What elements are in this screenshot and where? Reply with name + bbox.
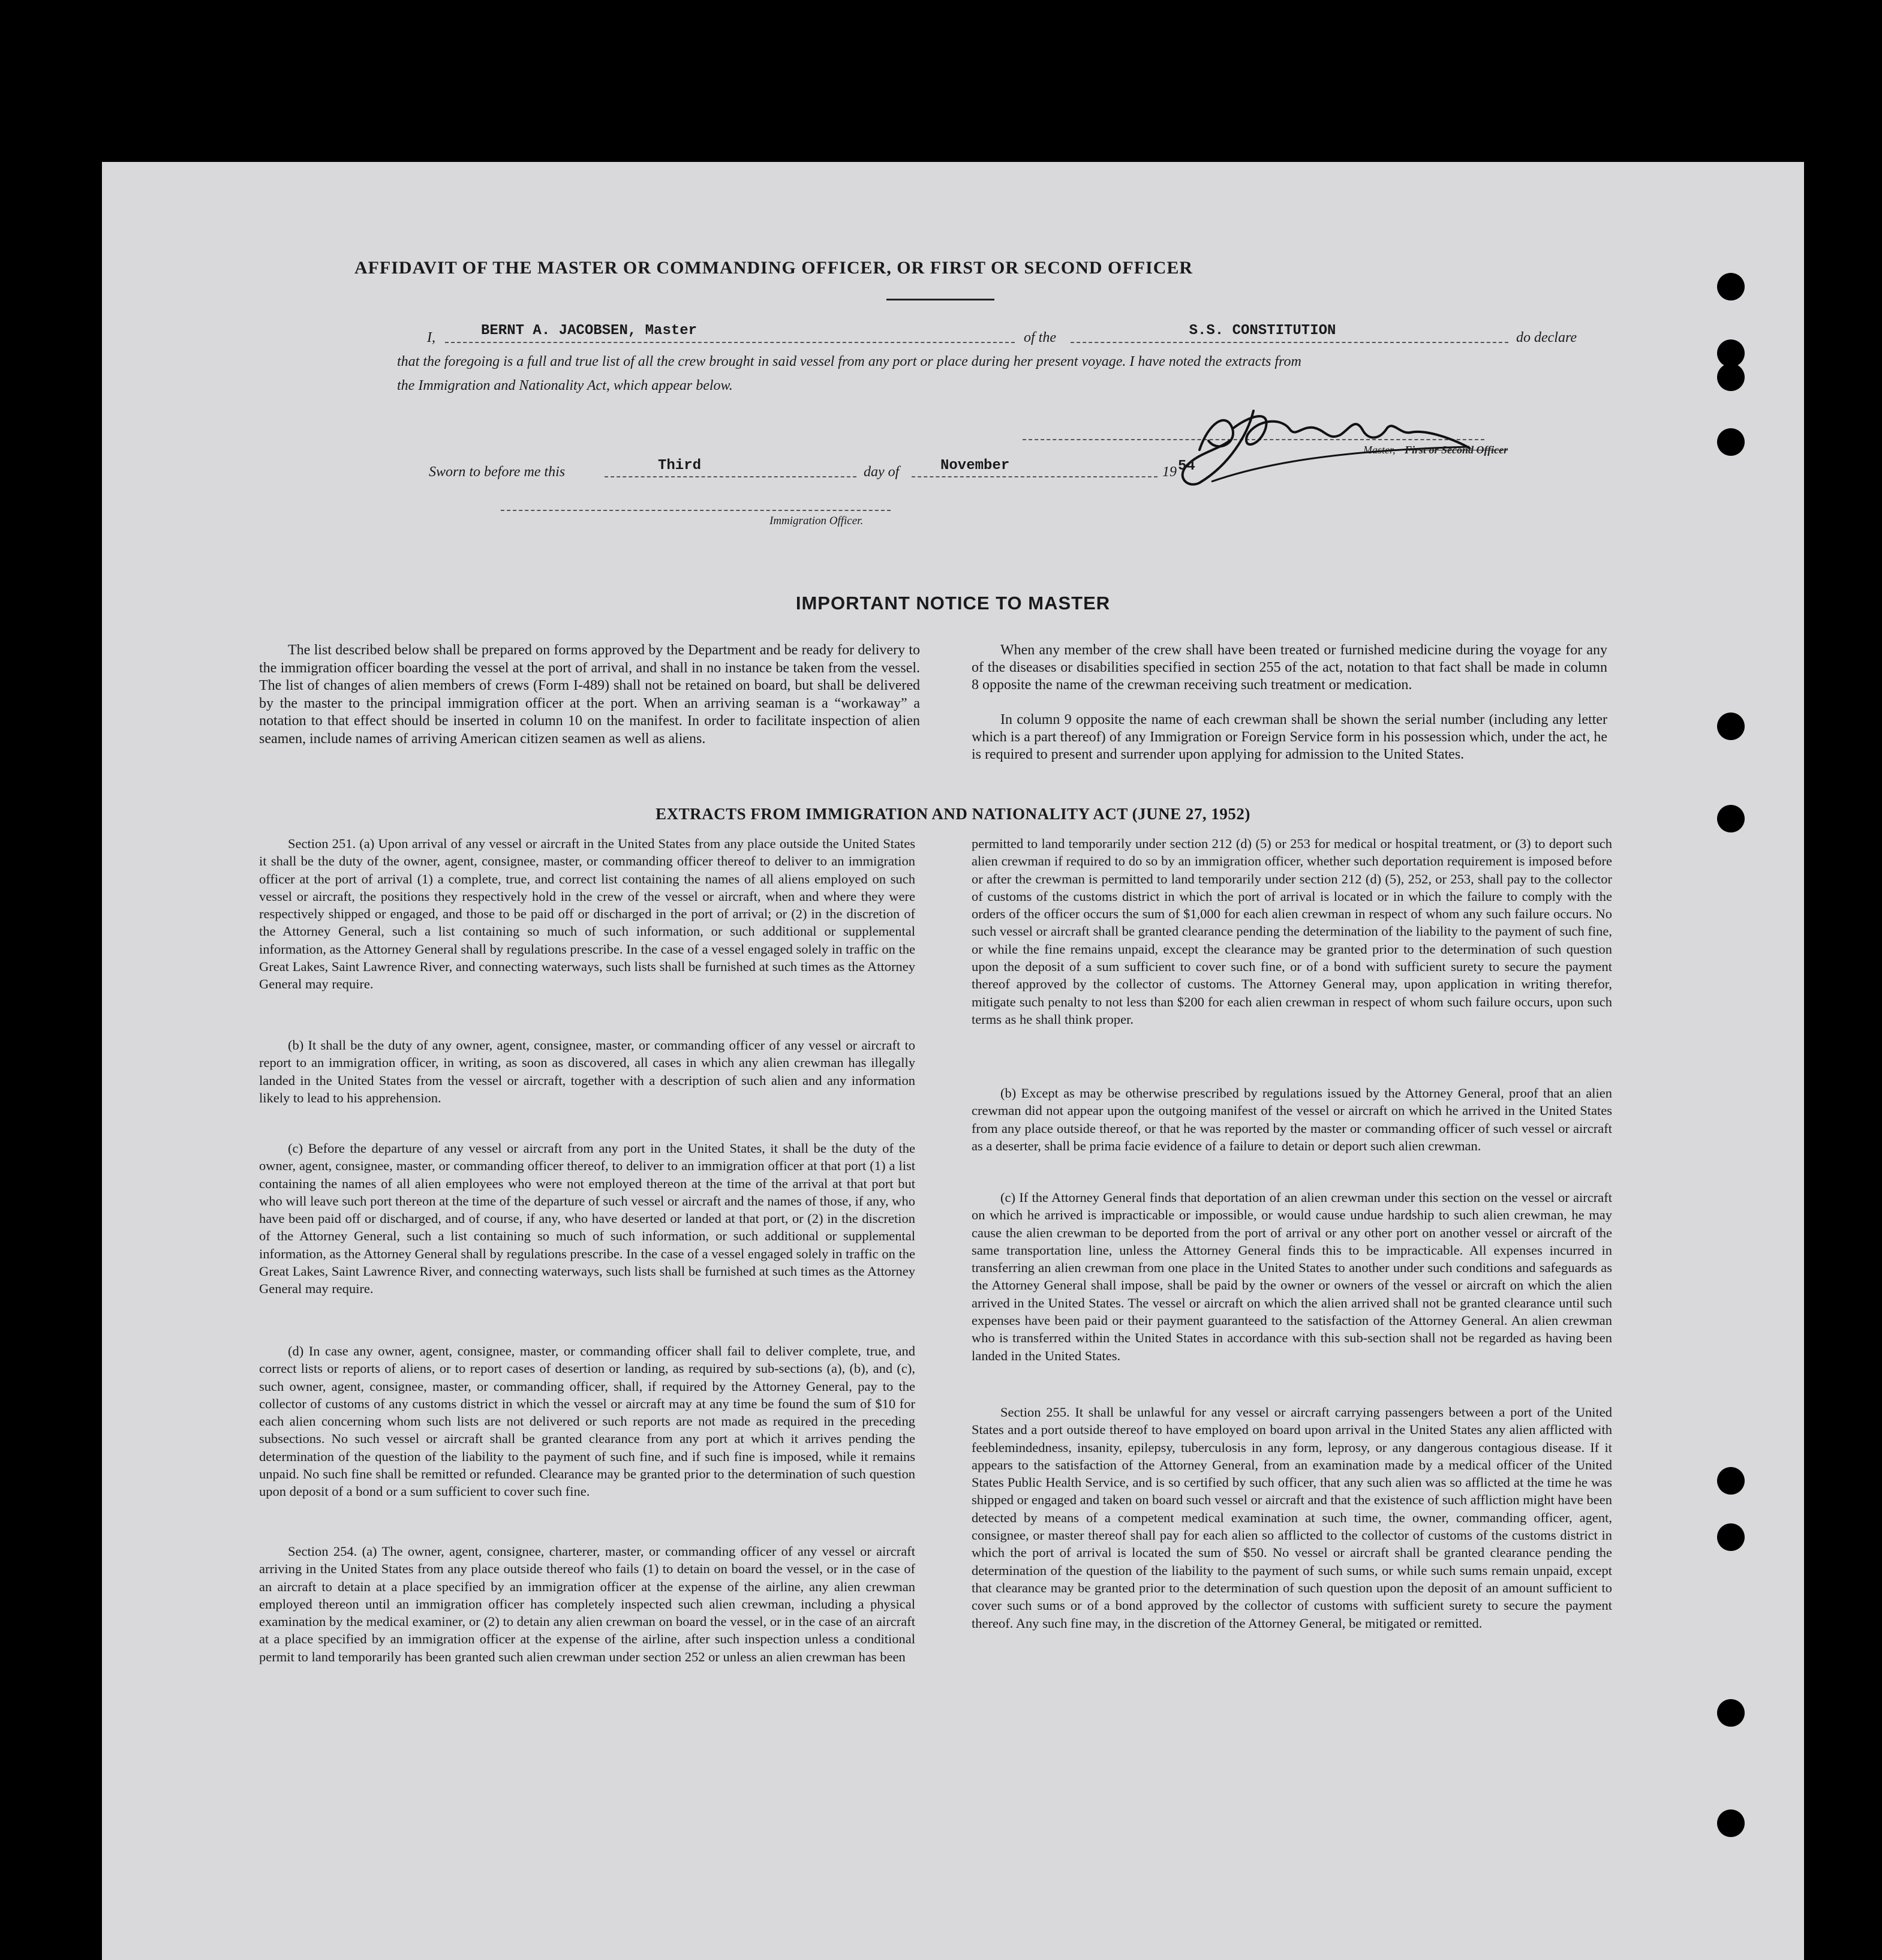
section-254c: (c) If the Attorney General finds that deportation of an alien crewman under this section on the vessel or aircraft on which he arrived is impracticable or impossible, or would cause undue hardship to such alien crewman, he may cause the alien crewman to be deported from the port of arrival or any other port on another vessel or aircraft of the same transportation line, unless the Attorney General finds this to be impracticable. All expenses incurred in transferring an alien crewman from one place in the United States to another under such conditions and safeguards as the Attorney General shall impose, shall be paid by the owner or owners of the vessel or aircraft on which the alien arrived in the United States. The vessel or aircraft on which the alien arrived shall not be granted clearance until such expenses have been paid or their payment guaranteed to the satisfaction of the Attorney General. An alien crewman who is transferred within the United States in accordance with this sub-section shall not be regarded as having been landed in the United States. xyxy=(972,1190,1612,1363)
notice-left-paragraph: The list described below shall be prepared on forms approved by the Department and be ready for delivery to the immigration officer boarding the vessel at the port of arrival, and shall in no instance be taken from the vessel. The list of changes of alien members of crews (Form I-489) shall not be retained on board, but shall be delivered by the master to the principal immigration officer at the port. When an arriving seaman is a “workaway” a notation to that effect should be inserted in column 10 on the manifest. In order to facilitate inspection of alien seamen, include names of arriving American citizen seamen as well as aliens. xyxy=(259,642,920,747)
vessel-name-line xyxy=(1071,342,1508,343)
declaration-text-line1: that the foregoing is a full and true list of all the crew brought in said vessel from any port or place during her present voyage. I have noted the extracts from xyxy=(397,354,1301,369)
master-label: Master, xyxy=(1363,444,1396,456)
section-255: Section 255. It shall be unlawful for any vessel or aircraft carrying passengers between a port of the United States and a port outside thereof to have employed on board upon arrival in the United States any alien afflicted with feeblemindedness, insanity, epilepsy, tuberculosis in any form, leprosy, or any dangerous contagious disease. If it appears to the satisfaction of the Attorney General, from an examination made by a medical officer of the United States Public Health Service, and is so certified by such officer, that any such alien was so afflicted at the time he was shipped or engaged and taken on board such vessel or aircraft and that the existence of such affliction might have been detected by means of a competent medical examination at such time, the owner, commanding officer, agent, consignee, or master thereof shall pay for each alien so afflicted to the collector of customs of the customs district in which the port of arrival is located the sum of $50. No vessel or aircraft shall be granted clearance pending the determination of the question of the liability to the payment of such sums, or while such sums remain unpaid, except that clearance may be granted prior to the determination of such question upon the deposit of an amount sufficient to cover such sums or of a bond approved by the collector of customs with sufficient surety to secure the payment thereof. Any such fine may, in the discretion of the Attorney General, be mitigated or remitted. xyxy=(972,1405,1612,1631)
section-254a-right: permitted to land temporarily under section 212 (d) (5) or 253 for medical or hospital treatment, or (3) to deport such alien crewman if required to do so by an immigration officer, whether such deportation requirement is imposed before or after the crewman is permitted to land temporarily under section 212 (d) (5), 252, or 253, shall pay to the collector of customs of the customs district in which the port of arrival is located or in which the failure to comply with the orders of the officer occurs the sum of $1,000 for each alien crewman in respect of whom any such failure occurs. No such vessel or aircraft shall be granted clearance pending the determination of the liability to the payment of such fine, or while the fine remains unpaid, except the clearance may be granted prior to the determination of such question upon the deposit of a sum sufficient to cover such fine, or of a bond with sufficient surety to secure the payment thereof approved by the collector of customs. The Attorney General may, upon application in writing therefor, mitigate such penalty to not less than $200 for each alien crewman in respect of whom such failure occurs, upon such terms as he shall think proper. xyxy=(972,836,1612,1027)
do-declare-label: do declare xyxy=(1516,330,1577,345)
officer-name: BERNT A. JACOBSEN, Master xyxy=(481,323,698,339)
i-label: I, xyxy=(427,330,435,345)
extracts-title: EXTRACTS FROM IMMIGRATION AND NATIONALITY ACT (JUNE 27, 1952) xyxy=(656,805,1250,823)
section-251a: Section 251. (a) Upon arrival of any vessel or aircraft in the United States from any place outside the United States it shall be the duty of the owner, agent, consignee, master, or commanding officer thereof to deliver to an immigration officer at the port of arrival (1) a complete, true, and correct list containing the names of all aliens employed on such vessel or aircraft, the positions they respectively hold in the crew of the vessel or aircraft, when and where they were respectively shipped or engaged, and those to be paid off or discharged in the port of arrival; or (2) in the discretion of the Attorney General, such a list containing so much of such information, or such additional or supplemental information, as the Attorney General shall by regulations prescribe. In the case of a vessel engaged solely in traffic on the Great Lakes, Saint Lawrence River, and connecting waterways, such lists shall be furnished at such times as the Attorney General may require. xyxy=(259,836,915,992)
immigration-officer-line xyxy=(501,510,891,511)
declaration-text-line2: the Immigration and Nationality Act, which appear below. xyxy=(397,378,733,393)
notice-right-paragraph-1: When any member of the crew shall have been treated or furnished medicine during the voyage for any of the diseases or disabilities specified in section 255 of the act, notation to that fact shall be made in column 8 opposite the name of the crewman receiving such treatment or medication. xyxy=(972,642,1607,693)
sworn-label: Sworn to before me this xyxy=(429,464,566,480)
punch-hole xyxy=(1717,428,1745,456)
immigration-officer-label: Immigration Officer. xyxy=(769,515,864,527)
notice-title: IMPORTANT NOTICE TO MASTER xyxy=(795,593,1111,614)
affidavit-title: AFFIDAVIT OF THE MASTER OR COMMANDING OFFICER, OR FIRST OR SECOND OFFICER xyxy=(354,258,1193,278)
struck-officer-label: First or Second Officer xyxy=(1405,444,1508,456)
document-page xyxy=(102,162,1804,1960)
punch-hole xyxy=(1717,713,1745,740)
punch-hole xyxy=(1717,273,1745,300)
section-254b: (b) Except as may be otherwise prescribed by regulations issued by the Attorney General, proof that an alien crewman did not appear upon the outgoing manifest of the vessel or aircraft on which he arrived in the United States from any place outside thereof, or that he was reported by the master or commanding officer of such vessel or aircraft as a deserter, shall be prima facie evidence of a failure to detain or deport such alien crewman. xyxy=(972,1086,1612,1153)
section-254a-left: Section 254. (a) The owner, agent, consignee, charterer, master, or commanding officer of any vessel or aircraft arriving in the United States from any place outside thereof who fails (1) to detain on board the vessel, or in the case of an aircraft to detain at a place specified by an immigration officer at the expense of the airline, any alien crewman employed thereon until an immigration officer has completely inspected such alien crewman, including a physical examination by the medical examiner, or (2) to detain any alien crewman on board the vessel, or in the case of an aircraft at a place specified by an immigration officer at the expense of the airline, after such inspection unless a conditional permit to land temporarily has been granted such alien crewman under section 252 or unless an alien crewman has been xyxy=(259,1544,915,1664)
year-suffix: 54 xyxy=(1178,458,1195,474)
punch-hole xyxy=(1717,1699,1745,1727)
punch-hole xyxy=(1717,1523,1745,1551)
section-251d: (d) In case any owner, agent, consignee, master, or commanding officer shall fail to deliver complete, true, and correct lists or reports of aliens, or to report cases of desertion or landing, as required by sub-sections (a), (b), and (c), such owner, agent, consignee, master, or commanding officer, shall, if required by the Attorney General, pay to the collector of customs of any customs district in which the vessel or aircraft may at any time be found the sum of $10 for each alien concerning whom such lists are not delivered or such reports are not made as required in the preceding subsections. No such vessel or aircraft shall be granted clearance from any port at which it arrives pending the determination of the question of the liability to the payment of such fine, and if such fine is imposed, while it remains unpaid. No such fine shall be remitted or refunded. Clearance may be granted prior to the determination of such question upon deposit of a bond or a sum sufficient to cover such fine. xyxy=(259,1343,915,1499)
officer-name-line xyxy=(445,342,1015,343)
section-251c: (c) Before the departure of any vessel or aircraft from any port in the United States, it shall be the duty of the owner, agent, consignee, master, or commanding officer thereof, to deliver to an immigration officer at that port (1) a list containing the names of all alien employees who were not employed thereon at the time of the arrival at that port but who will leave such port thereon at the time of the departure of such vessel or aircraft and the names of those, if any, who have been paid off or discharged, and of course, if any, who have deserted or landed at that port, or (2) in the discretion of the Attorney General, such a list containing so much of such information, or such additional or supplemental information, as the Attorney General shall by regulations prescribe. In the case of a vessel engaged solely in traffic on the Great Lakes, Saint Lawrence River, and connecting waterways, such lists shall be furnished at such times as the Attorney General may require. xyxy=(259,1141,915,1297)
punch-hole xyxy=(1717,1809,1745,1837)
section-251b: (b) It shall be the duty of any owner, agent, consignee, master, or commanding officer of any vessel or aircraft to report to an immigration officer, in writing, as soon as discovered, all cases in which any alien crewman has illegally landed in the United States from the vessel or aircraft, together with a description of such alien and any information likely to lead to his apprehension. xyxy=(259,1038,915,1105)
day-of-label: day of xyxy=(864,464,900,480)
vessel-name: S.S. CONSTITUTION xyxy=(1189,323,1336,339)
sworn-day-line xyxy=(605,476,856,477)
sworn-month: November xyxy=(940,458,1010,474)
sworn-day: Third xyxy=(658,458,702,474)
sworn-month-line xyxy=(912,476,1158,477)
title-rule xyxy=(886,299,994,300)
year-prefix: 19 xyxy=(1162,464,1177,480)
punch-hole xyxy=(1717,1467,1745,1495)
of-the-label: of the xyxy=(1024,330,1056,345)
notice-right-paragraph-2: In column 9 opposite the name of each crewman shall be shown the serial number (including any letter which is a part thereof) of any Immigration or Foreign Service form in his possession which, under the act, he is required to present and surrender upon applying for admission to the United States. xyxy=(972,712,1607,762)
punch-hole xyxy=(1717,363,1745,391)
